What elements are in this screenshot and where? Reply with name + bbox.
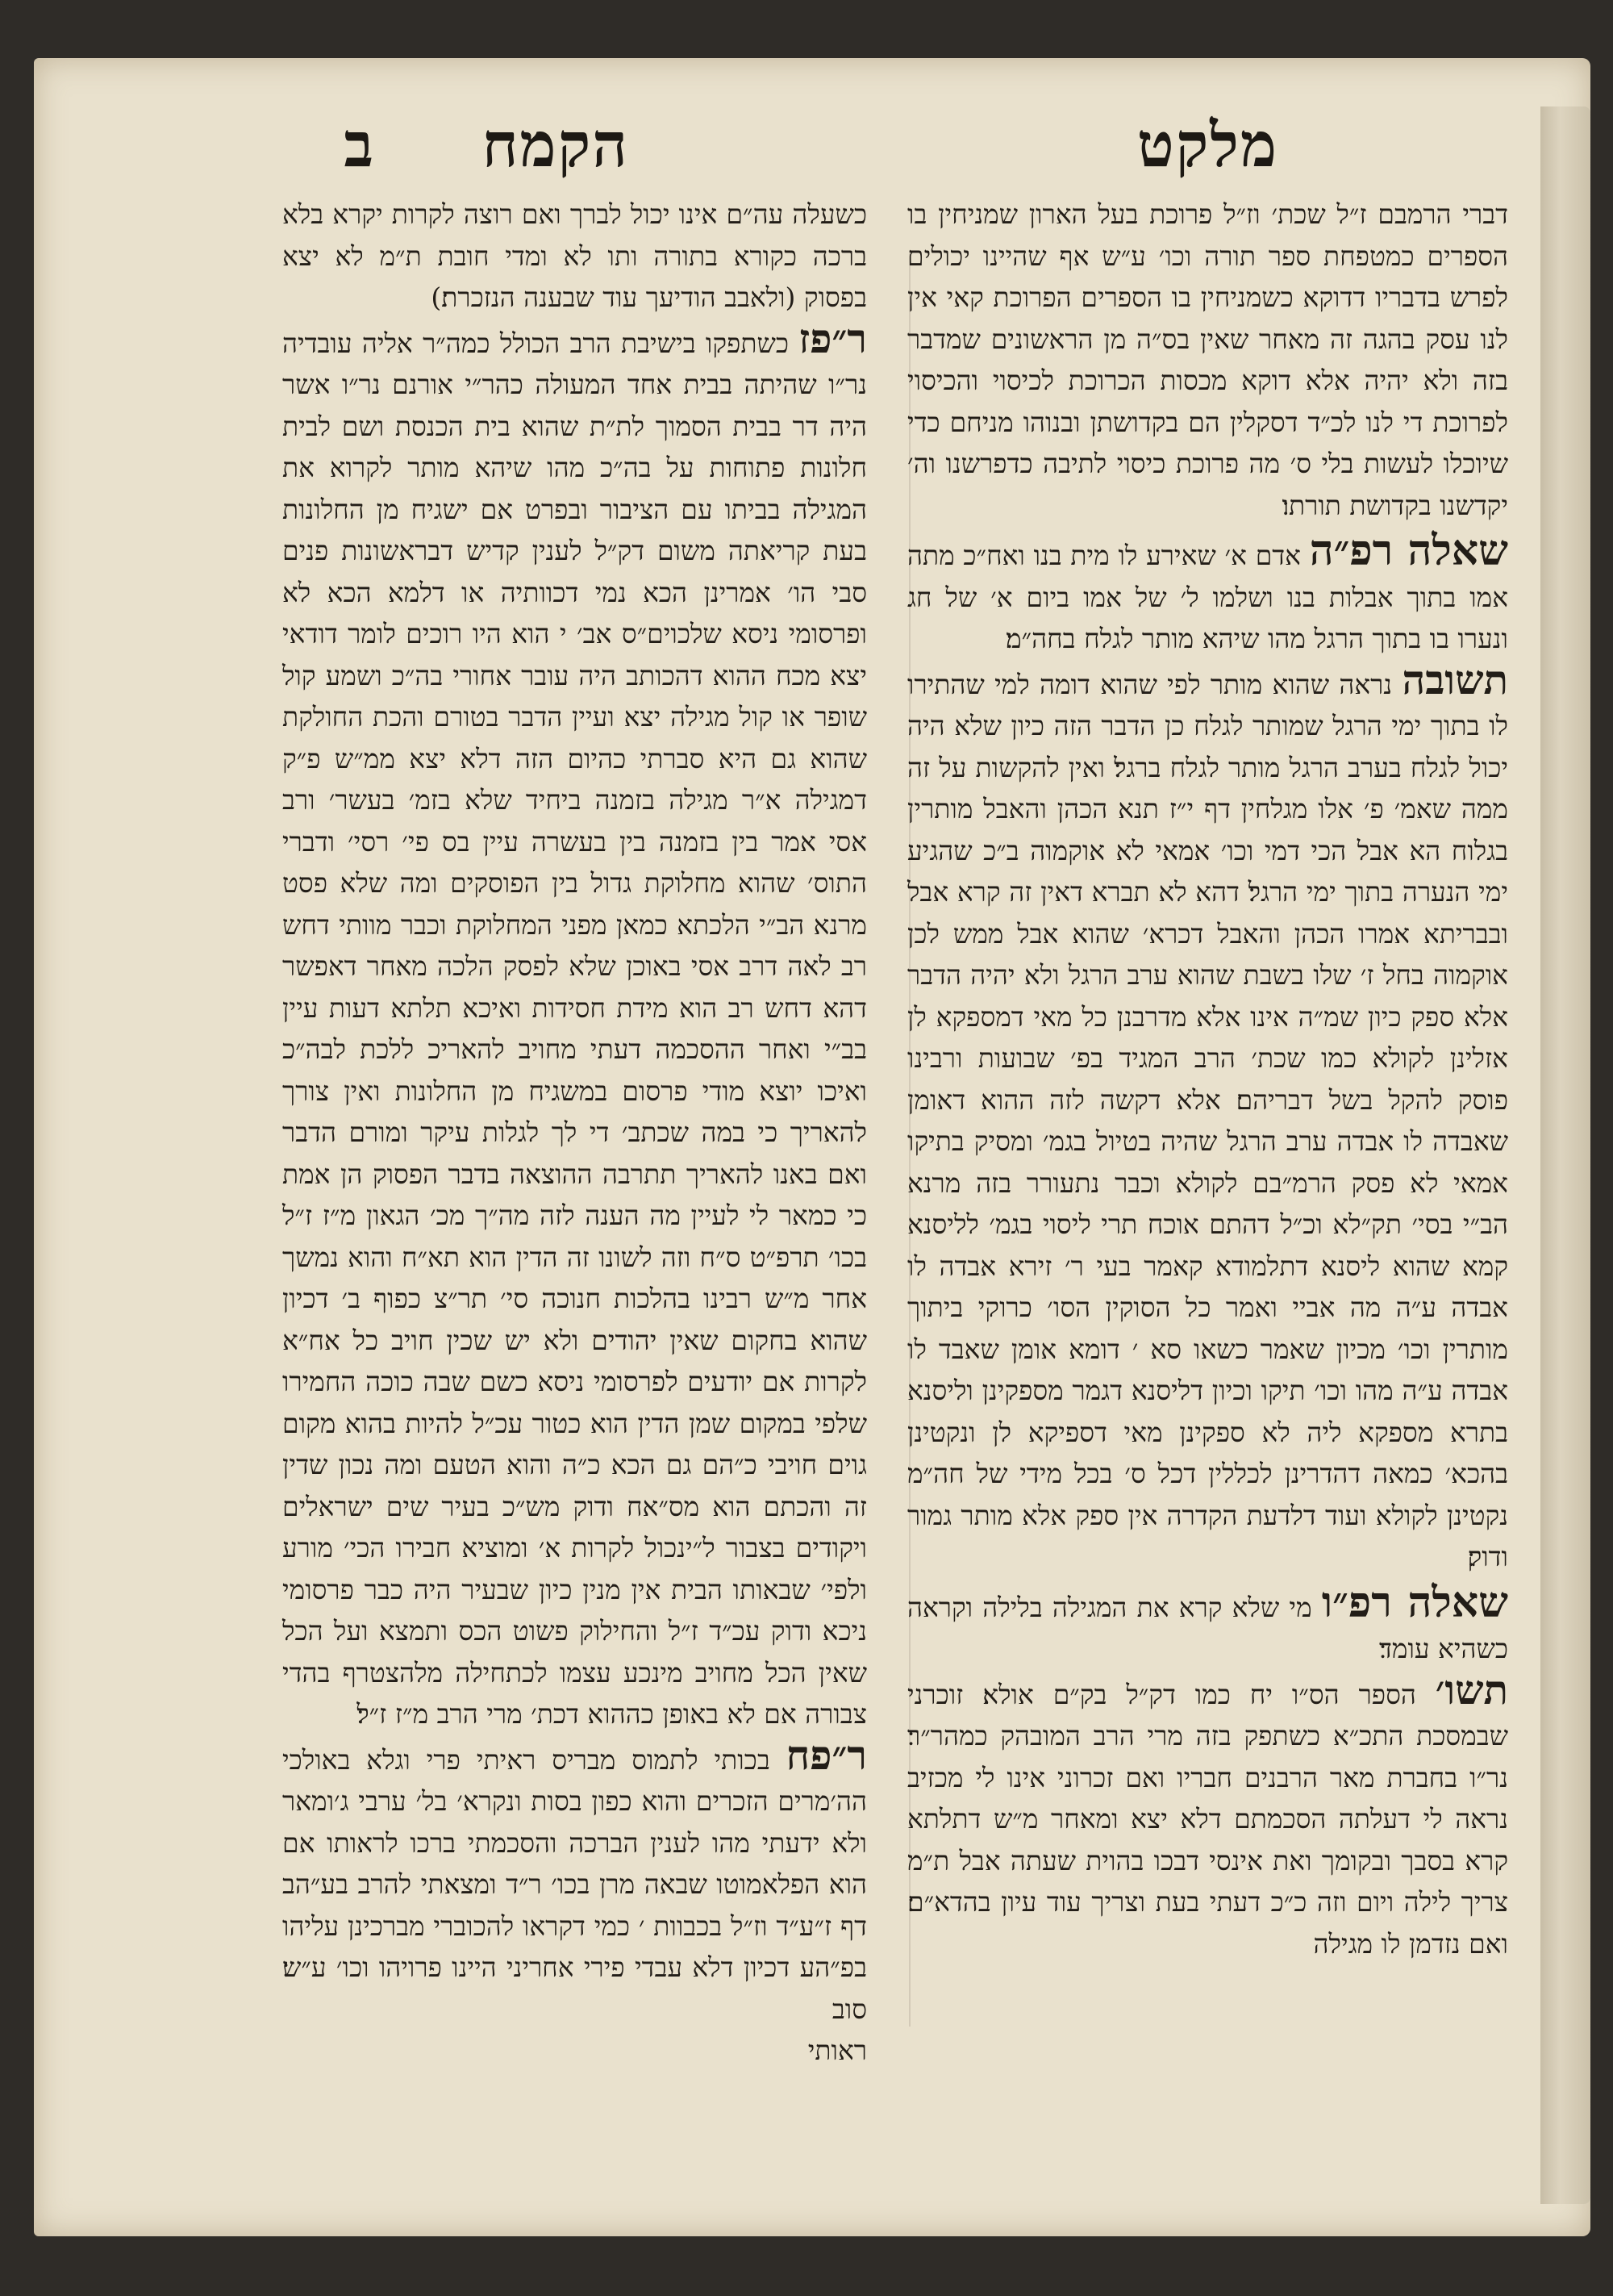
question-heading: שאלה רפ״ו (1321, 1577, 1508, 1627)
question-text: בכותי לתמוס מבריס ראיתי פרי וגלא באולכי הה׳מרים הזכרים והוא כפון בסות ונקרא׳ בל׳ ערבי ג׳ומאר ולא ידעתי מהו לענין הברכה והסכמתי ברכו לראותו אם הוא הפלאמוטו שבאה מרן בכו׳ ר״ד ומצאתי להרב בע״הב דף ז״ע״ד וז״ל בכבוות ׳ כמי דקראו להכוברי מברכינן עליהו בפ״הע דכיון דלא עבדי פירי אחריני היינו פרויהו וכו׳ ע״ש׃ סוב (282, 1743, 867, 2025)
question-text: אדם א׳ שאירע לו מית בנו ואח״כ מתה אמו בתוך אבלות בנו ושלמו ל׳ של אמו ביום א׳ של חג ונערו בו בתוך הרגל מהו שיהא מותר לגלח בחה״מ׃ (907, 540, 1508, 654)
right-column (907, 194, 1508, 1964)
question-heading: ר״פח (786, 1730, 867, 1779)
running-header-left: הקמח (481, 109, 629, 181)
continuation-text: דברי הרמבם ז״ל שכת׳ וז״ל פרוכת בעל הארון שמניחין בו הספרים כמטפחת ספר תורה וכו׳ ע״ש אף שהיינו יכולים לפרש בדבריו דדוקא כשמניחין בו הספרים הפרוכת קאי אין לנו עסק בהגה זה מאחר שאין בס״ה מן הראשונים שמדבר בזה ולא יהיה אלא דוקא מכסות הכרוכת לכיסוי והכיסוי לפרוכת די לנו לכ״ד דסקלין הם בקדושתן ובנוהו מניחם כדי שיוכלו לעשות בלי ס׳ מה פרוכת כיסוי לתיבה כדפרשנו וה׳ יקדשנו בקדושת תורתו׃ (907, 198, 1508, 521)
answer-heading: תשו׳ (1435, 1665, 1508, 1714)
folio-number: ב (344, 109, 375, 181)
question-heading: ר״פז (798, 314, 867, 362)
question-text: מי שלא קרא את המגילה בלילה וקראה כשהיא עומד׃ (907, 1591, 1508, 1664)
answer-heading: תשובה (1402, 655, 1508, 703)
answer-text: הספר הס״ו יח כמו דק״ל בק״ם אולא׃ זוכרני שבמסכת התכ״א כשתפק בזה מרי הרב המובהק כמהר״ר׃ נר״ו בחברת מאר הרבנים חבריו ואם זכרוני אינו לי מכזיב נראה לי דעלתה הסכמתם דלא יצא ומאחר מ״ש דתלתא קרא בסבך ובקומך ואת אינסי דבכו בהוית שעתה אבל ת״מ צריך לילה ויום וזה כ״כ דעתי בעת וצריך עוד עיון בהדא״ם׃ ואם נזדמן לו מגילה (907, 1678, 1508, 1960)
running-header-right: מלקט (1136, 109, 1278, 181)
answer-text: נראה שהוא מותר לפי שהוא דומה למי שהתירו לו בתוך ימי הרגל שמותר לגלח כן הדבר הזה כיון שלא היה יכול לגלח בערב הרגל מותר לגלח ברגל׃ ואין להקשות על זה ממה שאמ׳ פ׳ אלו מגלחין דף י״ז תנא הכהן והאבל מותרין בגלוח הא אבל הכי דמי וכו׳ אמאי לא אוקמוה ב״כ שהגיע ימי הנערה בתוך ימי הרגל׃ דהא לא תברא דאין זה קרא אבל ובבריתא אמרו הכהן והאבל דכרא׳ שהוא אבל ממש לכן אוקמוה בחל ז׳ שלו בשבת שהוא ערב הרגל ולא יהיה הדבר אלא ספק כיון שמ״ה אינו אלא מדרבנן כל מאי דמספקא לן אזלינן לקולא כמו שכת׳ הרב המגיד בפ׳ שבועות ורבינו פוסק להקל בשל דבריהם׃ אלא דקשה לזה ההוא דאומן שאבדה לו אבדה ערב הרגל שהיה בטיול בגמ׳ ומסיק בתיקו אמאי לא פסק הרמ״בם לקולא וכבר נתעורר בזה מרנא הב״י בסי׳ תק״לא וכ״ל דהתם אוכח תרי ליסוי בגמ׳ לליסנא קמא שהוא ליסנא דתלמודא קאמר בעי ר׳ זירא אבדה לו אבדה ע״ה מה אביי ואמר כל הסוקין הסו׳ כרוקי ביתוך מותרין וכו׳ מכיון שאמר כשאו סא ׳ דומא אומן שאבד לו אבדה ע״ה מהו וכו׳ תיקו וכיון דליסנא דגמר מספקינן וליסנא בתרא מספקא ליה לא ספקינן מאי דספיקא לן ונקטינן בהכא׳ כמאה דהדרינן לכללין דכל ס׳ בכל מידי של חה״מ נקטינן לקולא ועוד דלדעת הקדרה אין ספק אלא מותר גמור ודוק׃ (907, 668, 1508, 1572)
next-leaf-edge (1540, 106, 1590, 2204)
catchword: ראותי (807, 2035, 867, 2066)
continuation-text: כשעלה עה״ם אינו יכול לברך ואם רוצה לקרות יקרא בלא ברכה כקורא בתורה ותו לא ומדי חובת ת״מ לא יצא בפסוק (ולאבב הודיעך עוד שבענה הנזכרת׃) (282, 198, 867, 313)
left-column (282, 194, 867, 2072)
question-heading: שאלה רפ״ה (1309, 526, 1509, 575)
question-text: כשתפקו בישיבת הרב הכולל כמה״ר אליה עובדיה נר״ו שהיתה בבית אחד המעולה כהר״י אורנם נר״ו אשר היה דר בבית הסמוך לת״ת שהוא בית הכנסת ושם לבית חלונות פתוחות על בה״כ מהו שיהא מותר לקרוא את המגילה בביתו עם הציבור ובפרט אם ישגיח מן החלונות בעת קריאתה משום דק״ל לענין קדיש דבראשונות פנים סבי הו׳ אמרינן הכא נמי דכוותיה או דלמא הכא לא ופרסומי ניסא שלכוים״ס אב׳ י הוא היו רוכים לומר דודאי יצא מכח ההוא דהכותב היה עובר אחורי בה״כ ושמע קול שופר או קול מגילה יצא ועיין הדבר בטורם והכת החולקת שהוא גם היא סברתי כהיום הזה דלא יצא ממ״ש פ״ק דמגילה א״ר מגילה בזמנה ביחיד שלא בזמ׳ בעשר׳ ורב אסי אמר בין בזמנה בין בעשרה עיין בס פי׳ רסי׳ ודברי התוס׳ שהוא מחלוקת גדול בין הפוסקים ומה שלא פסט מרנא הב״י הלכתא כמאן מפני המחלוקת וכבר מוותי דחש רב לאה דרב אסי באוכן שלא לפסק הלכה מאחר דאפשר דהא דחש רב הוא מידת חסידות ואיכא תלתא דעות עיין בב״י ואחר ההסכמה דעתי מחויב להאריכ ללכת לבה״כ ואיכו יוצא מודי פרסום במשגיח מן החלונות ואין צורך להאריך כי במה שכתב׳ די לך לגלות עיקר ומורם הדבר ואם באנו להאריך תתרבה ההוצאה בדבר הפסוק הן אמת כי כמאר לי לעיין מה הענה לזה מה״ך מכ׳ הגאון מ״ז ז״ל בכו׳ תרפ״ט ס״ח וזה לשונו זה הדין הוא תא״ח והוא נמשך אחר מ״ש רבינו בהלכות חנוכה סי׳ תר״צ כפוף ב׳ דכיון שהוא בחקום שאין יהודים ולא יש שכין חויב כל אח״א לקרות אם יודעים לפרסומי ניסא כשם שבה כוכה החמירו שלפי במקום שמן הדין הוא כטור עכ״ל להיות בהוא מקום גוים חויבי כ״הם גם הכא כ״ה והוא הטעם ומה נכון שדין זה והכתם הוא מס״אח ודוק מש״כ בעיר שים ישראלים ויקודים בצבור ל״ינכול לקרות א׳ ומוציא חבירו הכי׳ מורע ולפי׳ שבאותו הבית אין מנין כיון שבעיר היה כבר פרסומי ניכא ודוק עכ״ד ז״ל והחילוק פשוט הכס ותמצא ועל הכל שאין הכל מחויב מינכע עצמו לכתחילה מלהצטרף בהדי צבורה אם לא באופן כההוא דכת׳ מרי הרב מ״ז ז״ל׃ (282, 327, 867, 1730)
